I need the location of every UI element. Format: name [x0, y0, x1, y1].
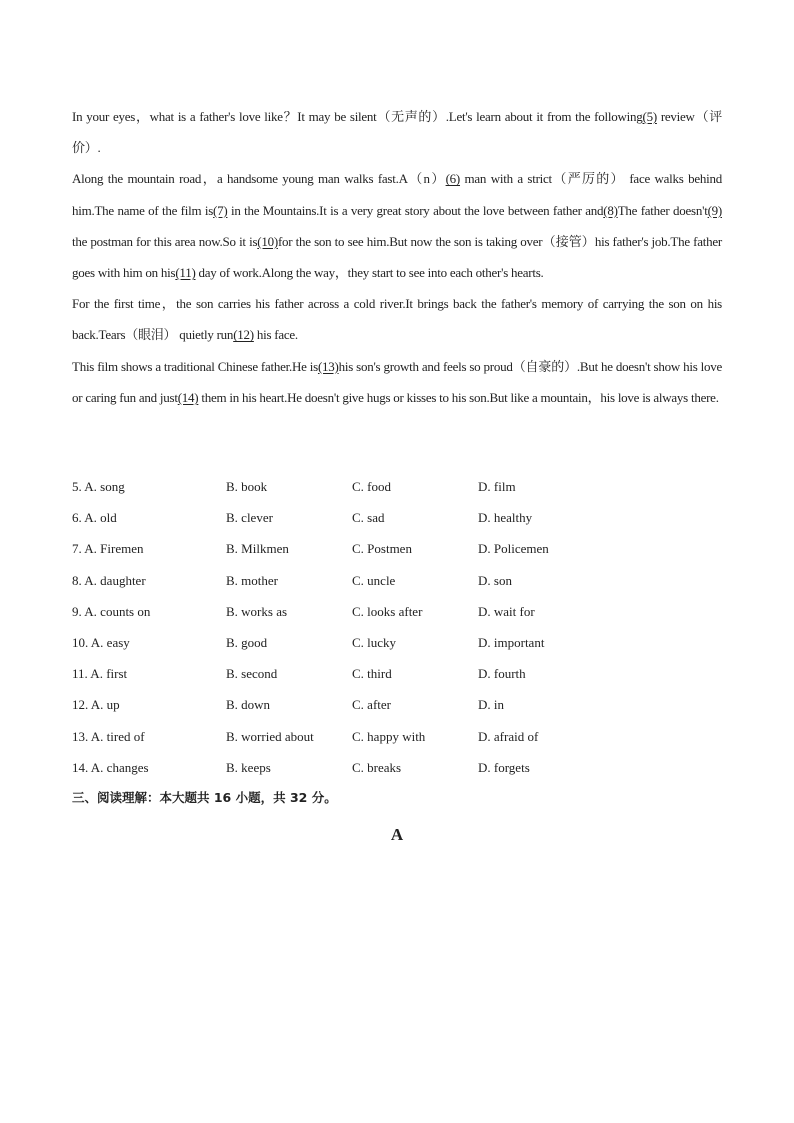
- passage-paragraph-2: [72, 163, 722, 288]
- passage-text: for the son to see him.But now the son is taking over（接管）his father's job.The father goes with him on his: [72, 233, 722, 281]
- passage-text: In your eyes，what is a father's love like？It may be silent（无声的）.Let's learn about it from the following: [72, 109, 643, 124]
- passage-text: his face.: [253, 327, 298, 343]
- question-row: [72, 565, 692, 596]
- blank-8: (8): [603, 202, 618, 218]
- option-b: B. clever: [226, 510, 273, 526]
- option-c: C. lucky: [352, 634, 397, 650]
- question-row: [72, 627, 692, 658]
- passage-text: day of work.Along the way，they start to see into each other's hearts.: [195, 265, 544, 281]
- blank-5: (5): [642, 109, 657, 124]
- option-d: D. healthy: [478, 510, 533, 526]
- passage-paragraph-4: [72, 351, 722, 413]
- passage-paragraph-3: [72, 288, 722, 350]
- question-row: [72, 533, 692, 564]
- passage-text: the postman for this area now.So it is: [72, 233, 258, 249]
- option-a: 10. A. easy: [72, 634, 130, 650]
- passage-text: them in his heart.He doesn't give hugs or kisses to his son.But like a mountain，his love is always there.: [198, 389, 719, 405]
- option-a: 12. A. up: [72, 697, 120, 713]
- option-d: D. son: [478, 572, 512, 588]
- option-c: C. breaks: [352, 759, 402, 775]
- passage-text: Along the mountain road，a handsome young man walks fast.A（n）: [72, 171, 446, 187]
- answer-options: [72, 471, 692, 783]
- option-a: 6. A. old: [72, 510, 117, 526]
- question-row: [72, 689, 692, 720]
- question-row: [72, 658, 692, 689]
- option-a: 9. A. counts on: [72, 603, 151, 619]
- question-row: [72, 471, 692, 502]
- passage-text: man with a strict（严厉的） face walks behind him.The name of the film is: [72, 171, 722, 218]
- question-row: [72, 596, 692, 627]
- option-b: B. book: [226, 479, 268, 494]
- option-c: C. looks after: [352, 603, 423, 619]
- passage-text: The father doesn't: [617, 202, 708, 218]
- blank-11: (11): [175, 265, 196, 281]
- option-d: D. important: [478, 634, 545, 650]
- blank-7: (7): [213, 202, 228, 218]
- blank-12: (12): [233, 327, 254, 343]
- option-d: D. film: [478, 479, 516, 494]
- option-d: D. afraid of: [478, 728, 539, 744]
- option-a: 13. A. tired of: [72, 728, 145, 744]
- option-c: C. after: [352, 697, 391, 713]
- option-a: 14. A. changes: [72, 759, 149, 775]
- option-c: C. Postmen: [352, 541, 412, 557]
- option-d: D. forgets: [478, 759, 530, 775]
- section-heading: 三、阅读理解：本大题共 16 小题，共 32 分。: [72, 790, 337, 805]
- option-a: 11. A. first: [72, 666, 128, 682]
- blank-9: (9): [707, 202, 722, 218]
- option-b: B. Milkmen: [226, 541, 289, 557]
- option-a: 8. A. daughter: [72, 572, 146, 588]
- blank-14: (14): [177, 389, 199, 405]
- option-b: B. good: [226, 634, 268, 650]
- blank-13: (13): [317, 358, 339, 374]
- option-b: B. second: [226, 666, 278, 682]
- option-b: B. keeps: [226, 759, 271, 775]
- option-b: B. works as: [226, 603, 288, 619]
- option-c: C. third: [352, 666, 392, 682]
- option-b: B. down: [226, 697, 271, 713]
- option-c: C. food: [352, 479, 391, 494]
- passage-text: in the Mountains.It is a very great story about the love between father and: [227, 202, 604, 218]
- passage-paragraph-1: [72, 101, 722, 163]
- passage-text: his son's growth and feels so proud（自豪的）.But he doesn't show his love or caring fun and just: [72, 358, 722, 405]
- option-b: B. mother: [226, 572, 278, 588]
- question-row: [72, 721, 692, 752]
- passage-text: This film shows a traditional Chinese father.He is: [72, 358, 318, 374]
- option-c: C. sad: [352, 510, 385, 526]
- option-d: D. in: [478, 697, 504, 713]
- option-d: D. fourth: [478, 666, 526, 682]
- option-a: 7. A. Firemen: [72, 541, 144, 557]
- option-c: C. happy with: [352, 728, 426, 744]
- question-row: [72, 502, 692, 533]
- cloze-passage: [72, 101, 722, 413]
- blank-10: (10): [257, 233, 278, 249]
- option-a: 5. A. song: [72, 479, 125, 494]
- question-row: [72, 752, 692, 783]
- passage-text: For the first time，the son carries his father across a cold river.It brings back the father's memory of carrying the son on his back.Tears（眼泪） quietly run: [72, 296, 722, 343]
- passage-text: review（评价）.: [72, 109, 723, 156]
- part-label: A: [390, 825, 404, 844]
- option-d: D. wait for: [478, 603, 535, 619]
- option-c: C. uncle: [352, 572, 396, 588]
- blank-6: (6): [445, 171, 461, 187]
- option-b: B. worried about: [226, 728, 314, 744]
- option-d: D. Policemen: [478, 541, 549, 557]
